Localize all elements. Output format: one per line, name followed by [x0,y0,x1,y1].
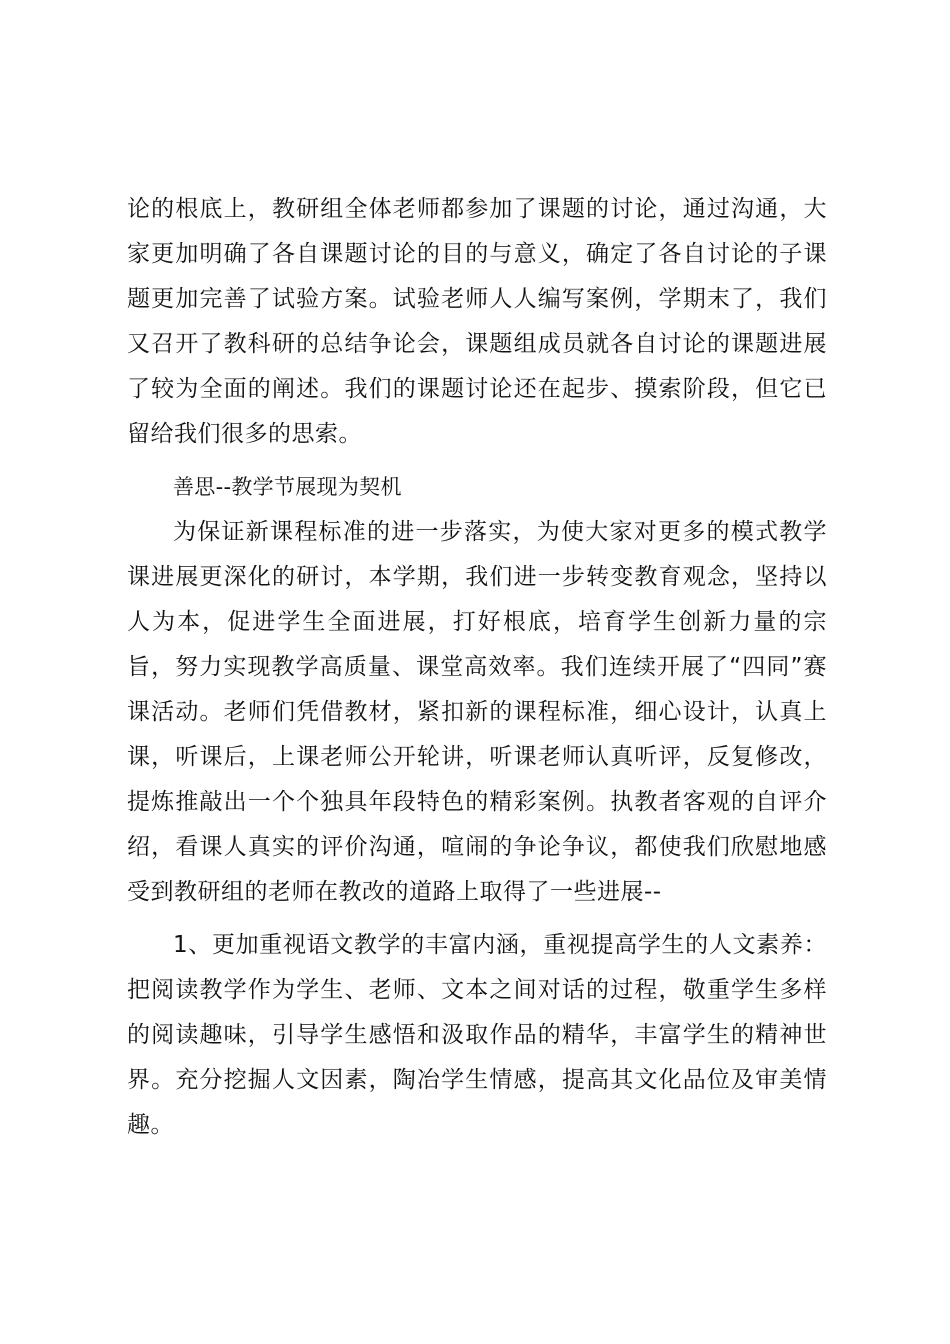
document-body [127,187,827,1148]
paragraph-point-1: 1、更加重视语文教学的丰富内涵，重视提高学生的人文素养：把阅读教学作为学生、老师、文本之间对话的过程，敬重学生多样的阅读趣味，引导学生感悟和汲取作品的精华，丰富学生的精神世界。充分挖掘人文因素，陶冶学生情感，提高其文化品位及审美情趣。 [127,932,827,1138]
paragraph-teaching-festival: 为保证新课程标准的进一步落实，为使大家对更多的模式教学课进展更深化的研讨，本学期，我们进一步转变教育观念，坚持以人为本，促进学生全面进展，打好根底，培育学生创新力量的宗旨，努力实现教学高质量、课堂高效率。我们连续开展了“四同”赛课活动。老师们凭借教材，紧扣新的课程标准，细心设计，认真上课，听课后，上课老师公开轮讲，听课老师认真听评，反复修改，提炼推敲出一个个独具年段特色的精彩案例。执教者客观的自评介绍，看课人真实的评价沟通，喧闹的争论争议，都使我们欣慰地感受到教研组的老师在教改的道路上取得了一些进展-- [127,519,827,905]
section-heading: 善思--教学节展现为契机 [173,475,402,499]
paragraph-research-summary: 论的根底上，教研组全体老师都参加了课题的讨论，通过沟通，大家更加明确了各自课题讨论的目的与意义，确定了各自讨论的子课题更加完善了试验方案。试验老师人人编写案例，学期末了，我们又召开了教科研的总结争论会，课题组成员就各自讨论的课题进展了较为全面的阐述。我们的课题讨论还在起步、摸索阶段，但它已留给我们很多的思索。 [127,196,827,447]
